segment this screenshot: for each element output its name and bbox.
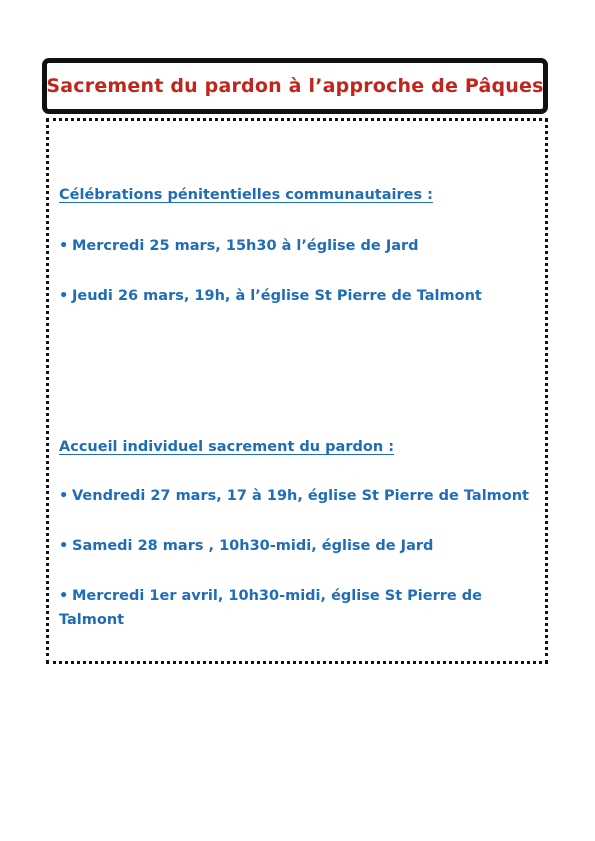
bullet-icon: • (59, 538, 69, 554)
list-item-text: Jeudi 26 mars, 19h, à l’église St Pierre de Talmont (72, 288, 482, 304)
list-item-text: Samedi 28 mars , 10h30-midi, église de Jard (72, 538, 434, 554)
section-heading-individual: Accueil individuel sacrement du pardon : (59, 439, 394, 455)
list-item (59, 584, 539, 632)
list-item (59, 234, 539, 258)
list-item (59, 534, 539, 558)
bullet-icon: • (59, 488, 69, 504)
bullet-icon: • (59, 238, 69, 254)
title-box (42, 58, 548, 114)
list-item-text: Mercredi 1er avril, 10h30-midi, église St Pierre de Talmont (59, 588, 483, 628)
list-item (59, 284, 539, 308)
section-heading-communal: Célébrations pénitentielles communautaires : (59, 187, 433, 203)
bullet-icon: • (59, 588, 69, 604)
page-title: Sacrement du pardon à l’approche de Pâques (46, 75, 544, 97)
bullet-icon: • (59, 288, 69, 304)
list-item-text: Mercredi 25 mars, 15h30 à l’église de Jard (72, 238, 419, 254)
content-box (46, 118, 548, 664)
list-item-text: Vendredi 27 mars, 17 à 19h, église St Pierre de Talmont (72, 488, 529, 504)
list-item (59, 484, 539, 508)
